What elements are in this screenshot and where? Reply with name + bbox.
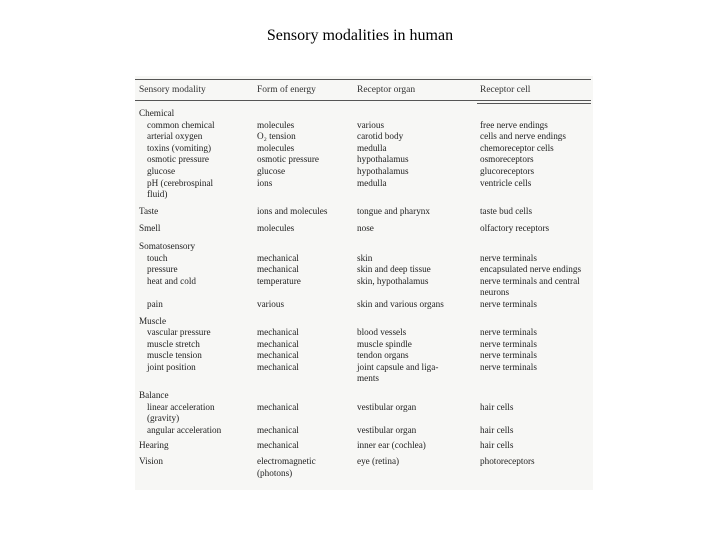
organ-cell: various xyxy=(357,119,385,130)
receptor-cell: nerve terminals xyxy=(480,252,537,263)
table-row xyxy=(135,390,593,402)
table-row xyxy=(135,413,593,425)
modality-cell: Smell xyxy=(139,223,161,234)
organ-cell: ments xyxy=(357,373,379,384)
organ-cell: muscle spindle xyxy=(357,338,412,349)
energy-cell: mechanical xyxy=(257,440,299,451)
modality-cell: Balance xyxy=(139,390,169,401)
receptor-cell: neurons xyxy=(480,287,510,298)
header-receptor-organ: Receptor organ xyxy=(357,85,416,95)
scanned-table xyxy=(135,76,593,490)
energy-cell: molecules xyxy=(257,119,295,130)
receptor-cell: ventricle cells xyxy=(480,177,532,188)
table-row xyxy=(135,276,593,288)
receptor-cell: nerve terminals xyxy=(480,327,537,338)
energy-cell: mechanical xyxy=(257,350,299,361)
table-row xyxy=(135,206,593,218)
table-row xyxy=(135,223,593,235)
table-row xyxy=(135,440,593,452)
table-row xyxy=(135,166,593,178)
energy-cell: mechanical xyxy=(257,401,299,412)
modality-cell: osmotic pressure xyxy=(147,154,210,165)
organ-cell: medulla xyxy=(357,142,387,153)
header-bottom-rule xyxy=(135,100,591,101)
energy-cell: mechanical xyxy=(257,424,299,435)
modality-cell: glucose xyxy=(147,165,176,176)
energy-cell: molecules xyxy=(257,223,295,234)
organ-cell: nose xyxy=(357,223,374,234)
table-row xyxy=(135,425,593,437)
header-form-of-energy: Form of energy xyxy=(257,85,316,95)
table-row xyxy=(135,108,593,120)
organ-cell: hypothalamus xyxy=(357,154,409,165)
receptor-cell: nerve terminals xyxy=(480,361,537,372)
organ-cell: medulla xyxy=(357,177,387,188)
receptor-cell: glucoreceptors xyxy=(480,165,535,176)
table-row xyxy=(135,327,593,339)
energy-cell: mechanical xyxy=(257,361,299,372)
modality-cell: pressure xyxy=(147,264,178,275)
table-body xyxy=(135,104,593,479)
modality-cell: Taste xyxy=(139,205,159,216)
table-top-rule xyxy=(135,79,591,80)
table-row xyxy=(135,178,593,190)
modality-cell: vascular pressure xyxy=(147,327,211,338)
energy-cell: mechanical xyxy=(257,338,299,349)
energy-cell: various xyxy=(257,298,285,309)
table-row xyxy=(135,143,593,155)
table-row xyxy=(135,264,593,276)
table-row xyxy=(135,131,593,143)
receptor-cell: free nerve endings xyxy=(480,119,548,130)
energy-cell: O₂ tension xyxy=(257,131,296,142)
receptor-cell: hair cells xyxy=(480,424,514,435)
organ-cell: tendon organs xyxy=(357,350,409,361)
modality-cell: toxins (vomiting) xyxy=(147,142,212,153)
header-sensory-modality: Sensory modality xyxy=(139,85,206,95)
table-row xyxy=(135,468,593,480)
energy-cell: glucose xyxy=(257,165,286,176)
table-row xyxy=(135,339,593,351)
modality-cell: pH (cerebrospinal xyxy=(147,177,214,188)
organ-cell: hypothalamus xyxy=(357,165,409,176)
table-row xyxy=(135,299,593,311)
organ-cell: skin and deep tissue xyxy=(357,264,431,275)
organ-cell: skin, hypothalamus xyxy=(357,275,429,286)
modality-cell: Vision xyxy=(139,456,163,467)
table-row xyxy=(135,253,593,265)
table-row xyxy=(135,189,593,201)
table-row xyxy=(135,120,593,132)
receptor-cell: hair cells xyxy=(480,401,514,412)
modality-cell: linear acceleration xyxy=(147,401,215,412)
modality-cell: common chemical xyxy=(147,119,215,130)
receptor-cell: hair cells xyxy=(480,440,514,451)
receptor-cell: photoreceptors xyxy=(480,456,535,467)
modality-cell: joint position xyxy=(147,361,196,372)
header-receptor-cell: Receptor cell xyxy=(480,85,531,95)
energy-cell: ions xyxy=(257,177,273,188)
table-row xyxy=(135,456,593,468)
organ-cell: eye (retina) xyxy=(357,456,400,467)
modality-cell: Somatosensory xyxy=(139,240,196,251)
receptor-cell: nerve terminals xyxy=(480,338,537,349)
energy-cell: electromagnetic xyxy=(257,456,316,467)
table-row xyxy=(135,362,593,374)
modality-cell: heat and cold xyxy=(147,275,196,286)
receptor-cell: nerve terminals xyxy=(480,298,537,309)
organ-cell: joint capsule and liga- xyxy=(357,361,439,372)
modality-cell: pain xyxy=(147,298,163,309)
table-row xyxy=(135,241,593,253)
table-row xyxy=(135,373,593,385)
organ-cell: vestibular organ xyxy=(357,401,417,412)
modality-cell: Muscle xyxy=(139,315,167,326)
table-row xyxy=(135,154,593,166)
organ-cell: inner ear (cochlea) xyxy=(357,440,426,451)
modality-cell: arterial oxygen xyxy=(147,131,203,142)
energy-cell: (photons) xyxy=(257,467,293,478)
table-row xyxy=(135,316,593,328)
organ-cell: tongue and pharynx xyxy=(357,205,430,216)
organ-cell: carotid body xyxy=(357,131,404,142)
receptor-cell: nerve terminals and central xyxy=(480,275,580,286)
energy-cell: molecules xyxy=(257,142,295,153)
modality-cell: Hearing xyxy=(139,440,169,451)
modality-cell: (gravity) xyxy=(147,413,180,424)
modality-cell: fluid) xyxy=(147,189,168,200)
table-row xyxy=(135,287,593,299)
receptor-cell: osmoreceptors xyxy=(480,154,534,165)
modality-cell: angular acceleration xyxy=(147,424,222,435)
receptor-cell: nerve terminals xyxy=(480,350,537,361)
receptor-cell: cells and nerve endings xyxy=(480,131,566,142)
energy-cell: temperature xyxy=(257,275,301,286)
modality-cell: Chemical xyxy=(139,108,175,118)
receptor-cell: encapsulated nerve endings xyxy=(480,264,582,275)
energy-cell: mechanical xyxy=(257,252,299,263)
receptor-cell: taste bud cells xyxy=(480,205,533,216)
slide-title: Sensory modalities in human xyxy=(266,27,454,44)
receptor-cell: chemoreceptor cells xyxy=(480,142,554,153)
energy-cell: ions and molecules xyxy=(257,205,328,216)
modality-cell: muscle tension xyxy=(147,350,202,361)
organ-cell: skin xyxy=(357,252,373,263)
table-row xyxy=(135,350,593,362)
modality-cell: touch xyxy=(147,252,168,263)
receptor-cell: olfactory receptors xyxy=(480,223,550,234)
organ-cell: vestibular organ xyxy=(357,424,417,435)
table-row xyxy=(135,402,593,414)
modality-cell: muscle stretch xyxy=(147,338,200,349)
organ-cell: blood vessels xyxy=(357,327,407,338)
energy-cell: osmotic pressure xyxy=(257,154,320,165)
organ-cell: skin and various organs xyxy=(357,298,444,309)
energy-cell: mechanical xyxy=(257,327,299,338)
energy-cell: mechanical xyxy=(257,264,299,275)
